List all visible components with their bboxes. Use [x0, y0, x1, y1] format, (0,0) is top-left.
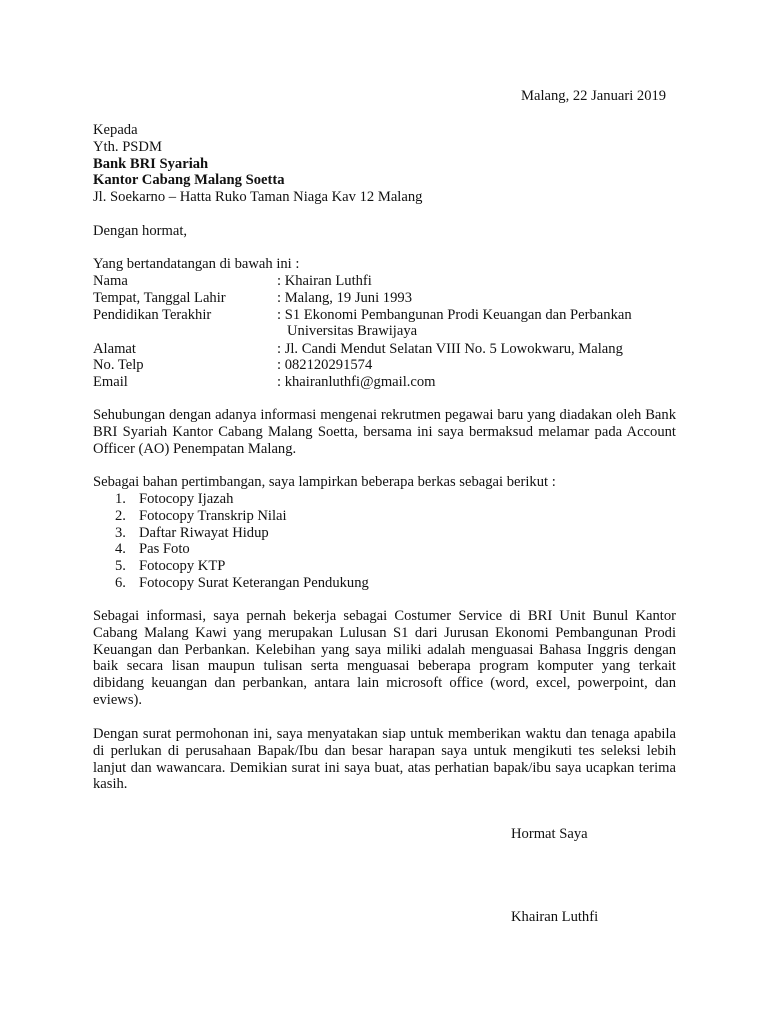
identity-intro: Yang bertandatangan di bawah ini :	[93, 256, 300, 272]
paragraph-pengalaman: Sebagai informasi, saya pernah bekerja sebagai Costumer Service di BRI Unit Bunul Kantor Cabang Malang Kawi yang merupakan Lulusan S1 dari Jurusan Ekonomi Pembangunan Prodi Keuangan dan Perbankan. Kelebihan yang saya miliki adalah menguasai Bahasa Inggris dengan baik secara lisan maupun tulisan serta menguasai beberapa program komputer yang terkait dibidang keuangan dan perbankan, antara lain microsoft office (word, excel, powerpoint, dan eviews).	[93, 608, 676, 708]
list-item-number: 1.	[115, 491, 126, 507]
recipient-kepada: Kepada	[93, 122, 138, 138]
greeting: Dengan hormat,	[93, 223, 188, 239]
list-item-text: Fotocopy Surat Keterangan Pendukung	[139, 575, 369, 591]
list-item-number: 6.	[115, 575, 126, 591]
recipient-bank: Bank BRI Syariah	[93, 156, 209, 172]
recipient-branch: Kantor Cabang Malang Soetta	[93, 172, 285, 188]
closing-salutation: Hormat Saya	[511, 826, 588, 842]
list-item-text: Fotocopy Ijazah	[139, 491, 234, 507]
identity-label: Nama	[93, 273, 128, 289]
paragraph-penutup: Dengan surat permohonan ini, saya menyatakan siap untuk memberikan waktu dan tenaga apabila di perlukan di perusahaan Bapak/Ibu dan besar harapan saya untuk mengikuti tes seleksi lebih lanjut dan wawancara. Demikian surat ini saya buat, atas perhatian bapak/ibu saya ucapkan terima kasih.	[93, 726, 676, 793]
list-item-number: 4.	[115, 541, 126, 557]
identity-value: : Jl. Candi Mendut Selatan VIII No. 5 Lowokwaru, Malang	[277, 341, 623, 357]
identity-label: Alamat	[93, 341, 136, 357]
identity-value: : khairanluthfi@gmail.com	[277, 374, 436, 390]
list-item-text: Daftar Riwayat Hidup	[139, 525, 269, 541]
recipient-yth: Yth. PSDM	[93, 139, 162, 155]
paragraph-rekrutmen: Sehubungan dengan adanya informasi mengenai rekrutmen pegawai baru yang diadakan oleh Bank BRI Syariah Kantor Cabang Malang Soetta, bersama ini saya bermaksud melamar pada Account Officer (AO) Penempatan Malang.	[93, 407, 676, 457]
identity-label: Email	[93, 374, 128, 390]
identity-label: Tempat, Tanggal Lahir	[93, 290, 226, 306]
identity-value: : 082120291574	[277, 357, 373, 373]
list-item-number: 2.	[115, 508, 126, 524]
identity-value: : Malang, 19 Juni 1993	[277, 290, 412, 306]
list-item-number: 3.	[115, 525, 126, 541]
list-item-text: Fotocopy KTP	[139, 558, 226, 574]
identity-label: No. Telp	[93, 357, 144, 373]
identity-label: Pendidikan Terakhir	[93, 307, 212, 323]
identity-value-continued: Universitas Brawijaya	[287, 323, 418, 339]
identity-value: : Khairan Luthfi	[277, 273, 372, 289]
attachments-intro: Sebagai bahan pertimbangan, saya lampirkan beberapa berkas sebagai berikut :	[93, 474, 556, 490]
recipient-address: Jl. Soekarno – Hatta Ruko Taman Niaga Kav 12 Malang	[93, 189, 423, 205]
list-item-number: 5.	[115, 558, 126, 574]
identity-value: : S1 Ekonomi Pembangunan Prodi Keuangan dan Perbankan	[277, 307, 632, 323]
signature-name: Khairan Luthfi	[511, 909, 599, 925]
list-item-text: Pas Foto	[139, 541, 190, 557]
list-item-text: Fotocopy Transkrip Nilai	[139, 508, 287, 524]
date-line: Malang, 22 Januari 2019	[521, 88, 667, 104]
